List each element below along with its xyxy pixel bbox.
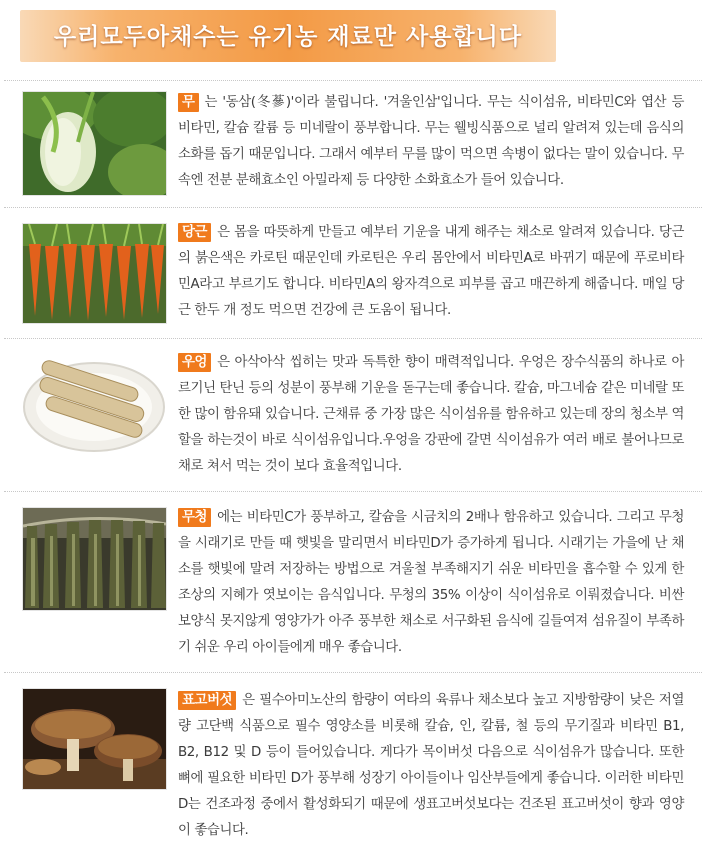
section-body: 은 아삭아삭 씹히는 맛과 독특한 향이 매력적입니다. 우엉은 장수식품의 하나로 아르기닌 탄닌 등의 성분이 풍부해 기운을 돋구는데 좋습니다. 칼슘, 마그네슘 같은 미네랄 또한 많이 함유돼 있습니다. 근채류 중 가장 많은 식이섬유를 함유하고 있는데 장의 청소부 역할을 하는것이 바로 식이섬유입니다.우엉을 강판에 갈면 식이섬유가 여러 배로 불어나므로 채로 쳐서 먹는 것이 보다 효율적입니다. [178, 355, 684, 474]
burdock-photo [22, 352, 165, 454]
divider [4, 338, 702, 339]
divider [4, 672, 702, 673]
banner-title: 우리모두아채수는 유기농 재료만 사용합니다 [53, 24, 523, 50]
radish-photo [22, 91, 167, 196]
section-carrot [178, 220, 684, 324]
tag-label: 무 [178, 93, 199, 112]
section-radish [178, 90, 684, 194]
section-burdock [178, 350, 684, 480]
section-body: 는 '동삼(冬蔘)'이라 불립니다. '겨울인삼'입니다. 무는 식이섬유, 비타민C와 엽산 등 비타민, 칼슘 칼륨 등 미네랄이 풍부합니다. 무는 웰빙식품으로 널리 알려져 있는데 음식의 소화를 돕기 때문입니다. 그래서 예부터 무를 많이 먹으면 속병이 없다는 말이 있습니다. 무 속엔 전분 분해효소인 아밀라제 등 다양한 소화효소가 들어 있습니다. [178, 95, 684, 188]
radish-greens-photo [22, 507, 167, 611]
divider [4, 80, 702, 81]
tag-label: 당근 [178, 223, 211, 242]
divider [4, 207, 702, 208]
tag-label: 우엉 [178, 353, 211, 372]
tag-label: 무청 [178, 508, 211, 527]
shiitake-photo [22, 688, 167, 790]
divider [4, 491, 702, 492]
tag-label: 표고버섯 [178, 691, 236, 710]
title-banner [20, 10, 556, 62]
carrot-photo [22, 223, 167, 324]
section-body: 은 필수아미노산의 함량이 여타의 육류나 채소보다 높고 지방함량이 낮은 저열량 고단백 식품으로 필수 영양소를 비롯해 칼슘, 인, 칼륨, 철 등의 무기질과 비타민 B1, B2, B12 및 D 등이 들어있습니다. 게다가 목이버섯 다음으로 식이섬유가 많습니다. 또한 뼈에 필요한 비타민 D가 풍부해 성장기 아이들이나 임산부들에게 좋습니다. 이러한 비타민D는 건조과정 중에서 활성화되기 때문에 생표고버섯보다는 건조된 표고버섯이 향과 영양이 좋습니다. [178, 693, 684, 838]
section-radish-greens [178, 505, 684, 661]
section-shiitake [178, 688, 684, 844]
section-body: 에는 비타민C가 풍부하고, 칼슘을 시금치의 2배나 함유하고 있습니다. 그리고 무청을 시래기로 만들 때 햇빛을 말리면서 비타민D가 증가하게 됩니다. 시래기는 가을에 난 채소를 햇빛에 말려 저장하는 방법으로 겨울철 부족해지기 쉬운 비타민을 흡수할 수 있게 한 조상의 지혜가 엿보이는 음식입니다. 무청의 35% 이상이 식이섬유로 이뤄졌습니다. 비싼 보양식 못지않게 영양가가 아주 풍부한 채소로 서구화된 음식에 길들여져 섬유질이 부족하기 쉬운 우리 아이들에게 매우 좋습니다. [178, 510, 684, 655]
section-body: 은 몸을 따뜻하게 만들고 예부터 기운을 내게 해주는 채소로 알려져 있습니다. 당근의 붉은색은 카로틴 때문인데 카로틴은 우리 몸안에서 비타민A로 바뀌기 때문에 푸로비타민A라고 부르기도 합니다. 비타민A의 왕자격으로 피부를 곱고 매끈하게 해줍니다. 매일 당근 한두 개 정도 먹으면 건강에 큰 도움이 됩니다. [178, 225, 684, 318]
